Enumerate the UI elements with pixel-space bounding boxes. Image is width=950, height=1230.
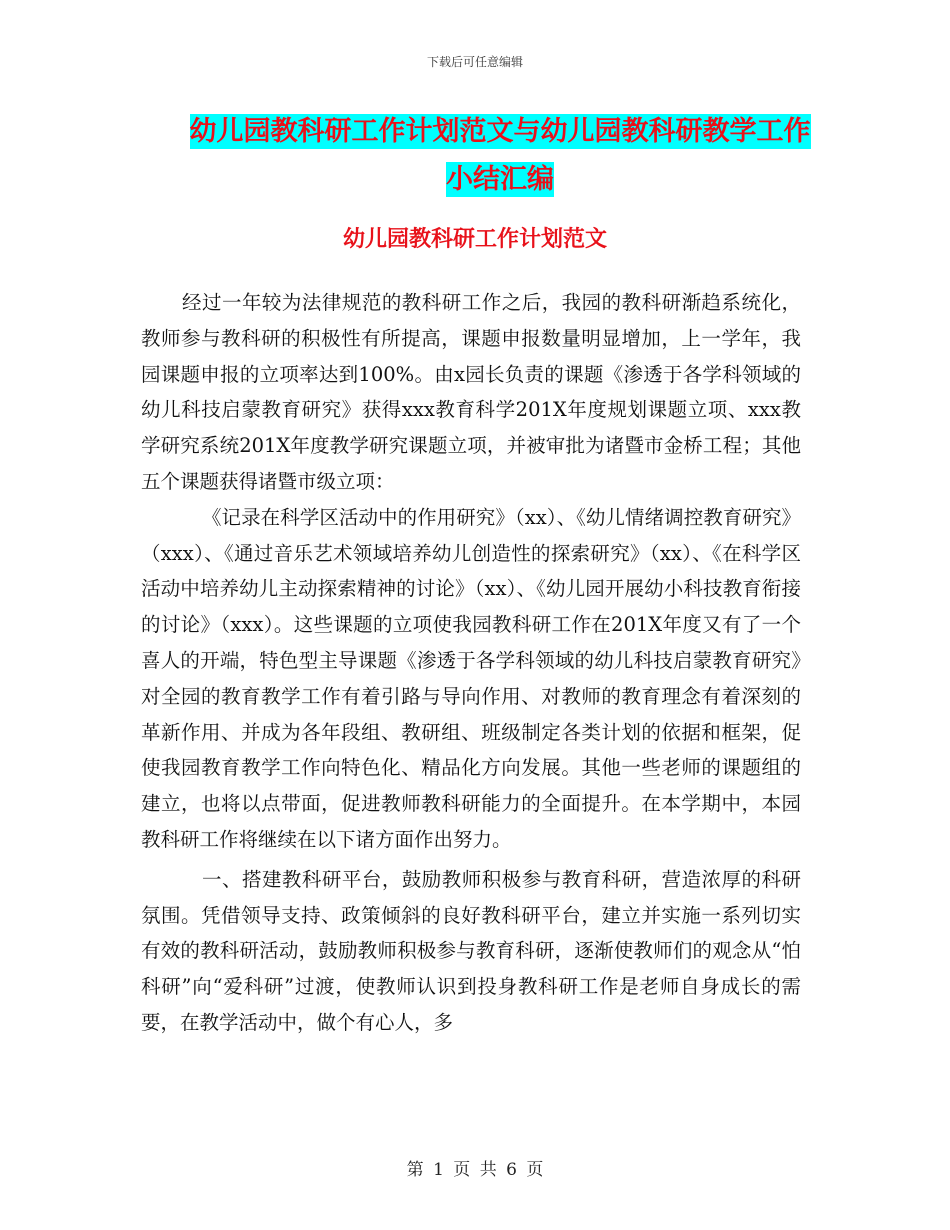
section-heading: 幼儿园教科研工作计划范文: [342, 227, 607, 252]
page-number: 第 1 页 共 6 页: [406, 1160, 544, 1180]
document-title-line2: 小结汇编: [446, 164, 554, 195]
paragraph-3: 一、搭建教科研平台，鼓励教师积极参与教育科研，营造浓厚的科研氛围。凭借领导支持、政策倾斜的良好教科研平台，建立并实施一系列切实有效的教科研活动，鼓励教师积极参与教育科研，逐渐使教师们的观念从“怕科研”向“爱科研”过渡，使教师认识到投身教科研工作是老师自身成长的需要，在教学活动中，做个有心人，多: [141, 867, 801, 1034]
paragraph-2: 《记录在科学区活动中的作用研究》（xx）、《幼儿情绪调控教育研究》（xxx）、《通过音乐艺术领域培养幼儿创造性的探索研究》（xx）、《在科学区活动中培养幼儿主动探索精神的讨论》（xx）、《幼儿园开展幼小科技教育衔接的讨论》（xxx）。这些课题的立项使我园教科研工作在201X年度又有了一个喜人的开端，特色型主导课题《渗透于各学科领域的幼儿科技启蒙教育研究》对全园的教育教学工作有着引路与导向作用、对教师的教育理念有着深刻的革新作用、并成为各年段组、教研组、班级制定各类计划的依据和框架，促使我园教育教学工作向特色化、精品化方向发展。其他一些老师的课题组的建立，也将以点带面，促进教师教科研能力的全面提升。在本学期中，本园教科研工作将继续在以下诸方面作出努力。: [141, 505, 801, 851]
document-body: [141, 285, 801, 1041]
document-title: [150, 108, 850, 204]
paragraph-1: 经过一年较为法律规范的教科研工作之后，我园的教科研渐趋系统化，教师参与教科研的积极性有所提高，课题申报数量明显增加，上一学年，我园课题申报的立项率达到100%。由x园长负责的课题《渗透于各学科领域的幼儿科技启蒙教育研究》获得xxx教育科学201X年度规划课题立项、xxx教学研究系统201X年度教学研究课题立项，并被审批为诸暨市金桥工程；其他五个课题获得诸暨市级立项：: [141, 291, 801, 493]
document-title-line1: 幼儿园教科研工作计划范文与幼儿园教科研教学工作: [189, 116, 811, 147]
header-note: 下载后可任意编辑: [426, 55, 523, 69]
